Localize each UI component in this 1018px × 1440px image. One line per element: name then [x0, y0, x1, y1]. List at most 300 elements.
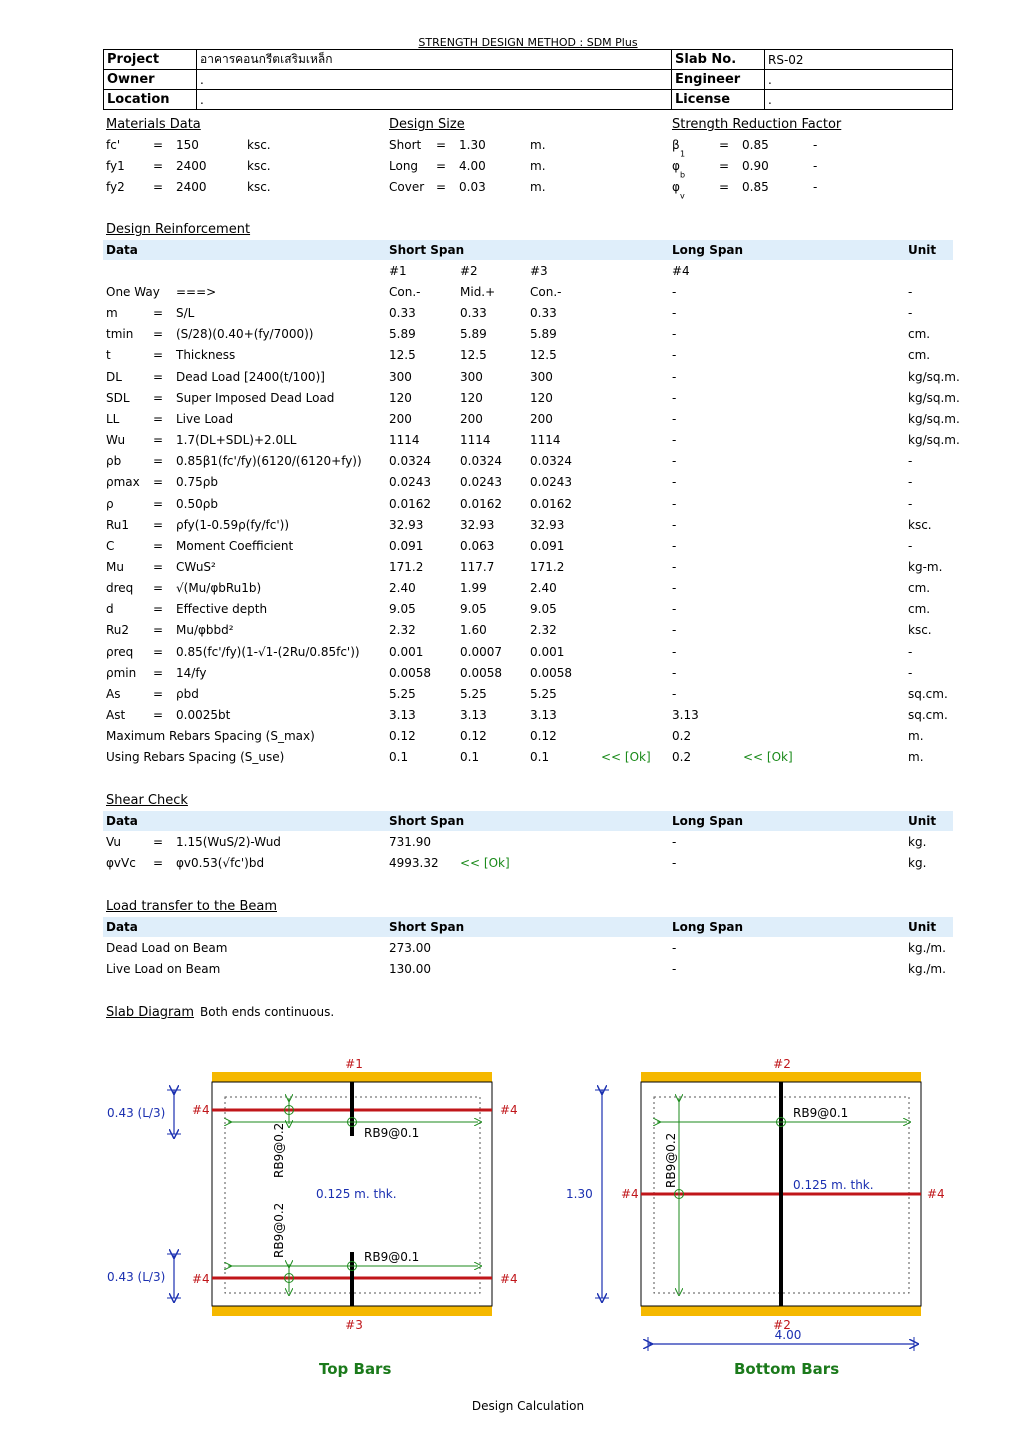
cell-b: =: [153, 560, 164, 574]
cell-a: Maximum Rebars Spacing (S_max): [106, 729, 315, 743]
cell-v4: -: [672, 454, 677, 468]
bar-label-bottom: RB9@0.1: [364, 1250, 420, 1264]
cell-a: Mu: [106, 560, 124, 574]
cell-v3: 171.2: [530, 560, 565, 574]
param-unit: -: [813, 159, 818, 173]
location-value: .: [197, 90, 672, 110]
cell-v3: 0.33: [530, 306, 557, 320]
cell-b: =: [153, 370, 164, 384]
param-equals: =: [436, 180, 447, 194]
cell-b: =: [153, 708, 164, 722]
cell-v3: 0.0058: [530, 666, 572, 680]
shear-symbol: φvVc: [106, 856, 136, 870]
label-4: #4: [192, 1103, 210, 1117]
cell-v4: -: [672, 518, 677, 532]
top-bars-diagram: [107, 1057, 518, 1332]
cell-b: =: [153, 412, 164, 426]
label-4: #4: [192, 1272, 210, 1286]
cell-u: -: [908, 666, 913, 680]
cell-v1: 2.32: [389, 623, 416, 637]
cell-v3: 0.0324: [530, 454, 572, 468]
label-4: #4: [500, 1272, 518, 1286]
cell-v4: -: [672, 327, 677, 341]
param-subscript: v: [680, 191, 685, 201]
cell-v1: 0.12: [389, 729, 416, 743]
cell-v1: 0.1: [389, 750, 409, 764]
col-3-label: #3: [530, 264, 548, 278]
cell-v2: 0.0007: [460, 645, 502, 659]
cell-v1: 0.0324: [389, 454, 431, 468]
cell-u: sq.cm.: [908, 687, 948, 701]
cell-u: kg/sq.m.: [908, 370, 960, 384]
param-unit: -: [813, 138, 818, 152]
cell-v4: -: [672, 666, 677, 680]
dim-label-long: 4.00: [774, 1328, 802, 1342]
cell-v1: 200: [389, 412, 412, 426]
cell-v1: 5.89: [389, 327, 416, 341]
cell-v2: 0.0162: [460, 497, 502, 511]
cell-v3: 0.001: [530, 645, 565, 659]
cell-v2: Mid.+: [460, 285, 496, 299]
cell-u: cm.: [908, 602, 931, 616]
ok-status: << [Ok]: [743, 750, 793, 764]
load-col-data: Data: [106, 920, 138, 934]
cell-v1: 0.33: [389, 306, 416, 320]
shear-unit: kg.: [908, 856, 927, 870]
load-col-long: Long Span: [672, 920, 744, 934]
cell-v1: 300: [389, 370, 412, 384]
load-long: -: [672, 941, 677, 955]
cell-b: =: [153, 602, 164, 616]
bar-label-v: RB9@0.2: [664, 1132, 678, 1188]
bottom-beam-north: [641, 1072, 921, 1082]
cell-b: =: [153, 475, 164, 489]
cell-v1: 171.2: [389, 560, 424, 574]
param-equals: =: [436, 138, 447, 152]
cell-a: ρb: [106, 454, 122, 468]
cell-v2: 3.13: [460, 708, 487, 722]
engineer-value: .: [765, 70, 953, 90]
cell-b: =: [153, 645, 164, 659]
cell-b: =: [153, 581, 164, 595]
cell-u: -: [908, 475, 913, 489]
slab-value: RS-02: [765, 50, 953, 70]
cell-u: cm.: [908, 327, 931, 341]
cell-v3: 0.1: [530, 750, 550, 764]
param-value: 0.85: [742, 180, 769, 194]
cell-v2: 0.33: [460, 306, 487, 320]
label-1: #1: [345, 1057, 363, 1071]
cell-u: m.: [908, 729, 924, 743]
cell-v3: 5.89: [530, 327, 557, 341]
cell-v1: 120: [389, 391, 412, 405]
top-beam-south: [212, 1306, 492, 1316]
cell-v2: 0.12: [460, 729, 487, 743]
cell-v4: -: [672, 560, 677, 574]
col-2-label: #2: [460, 264, 478, 278]
param-value: 150: [176, 138, 199, 152]
cell-v4: -: [672, 645, 677, 659]
param-unit: ksc.: [247, 159, 271, 173]
dim-label-short: 1.30: [566, 1187, 593, 1201]
bottom-bars-caption: Bottom Bars: [734, 1360, 840, 1378]
cell-b: =: [153, 306, 164, 320]
cell-a: ρmin: [106, 666, 137, 680]
cell-v2: 200: [460, 412, 483, 426]
param-name: fy1: [106, 159, 125, 173]
param-value: 1.30: [459, 138, 486, 152]
cell-a: Ru1: [106, 518, 130, 532]
shear-long: -: [672, 835, 677, 849]
design-size-title: Design Size: [389, 117, 465, 132]
bar-label-h: RB9@0.1: [793, 1106, 849, 1120]
param-equals: =: [153, 159, 164, 173]
owner-value: .: [197, 70, 672, 90]
cell-c: 0.0025bt: [176, 708, 231, 722]
cell-b: =: [153, 539, 164, 553]
cell-v2: 0.063: [460, 539, 495, 553]
param-unit: m.: [530, 138, 546, 152]
load-transfer-title: Load transfer to the Beam: [106, 899, 277, 914]
cell-a: ρ: [106, 497, 114, 511]
cell-v3: 0.0243: [530, 475, 572, 489]
param-name: fy2: [106, 180, 125, 194]
cell-v3: 32.93: [530, 518, 565, 532]
cell-v1: 3.13: [389, 708, 416, 722]
cell-v1: 12.5: [389, 348, 416, 362]
bottom-bars-diagram: [566, 1057, 945, 1351]
reinforcement-title: Design Reinforcement: [106, 222, 251, 237]
footer-label: Design Calculation: [471, 1399, 585, 1413]
cell-v2: 5.89: [460, 327, 487, 341]
cell-c: 0.50ρb: [176, 497, 218, 511]
param-name: Cover: [389, 180, 425, 194]
cell-b: =: [153, 666, 164, 680]
param-value: 4.00: [459, 159, 486, 173]
owner-label: Owner: [104, 70, 197, 90]
cell-c: Mu/φbbd²: [176, 623, 234, 637]
cell-u: kg/sq.m.: [908, 412, 960, 426]
cell-u: -: [908, 539, 913, 553]
cell-c: (S/28)(0.40+(fy/7000)): [176, 327, 314, 341]
cell-a: LL: [106, 412, 120, 426]
ok-status: << [Ok]: [601, 750, 651, 764]
cell-v4: 3.13: [672, 708, 699, 722]
cell-v3: 1114: [530, 433, 561, 447]
param-subscript: 1: [680, 149, 686, 159]
cell-c: S/L: [176, 306, 195, 320]
cell-v3: 5.25: [530, 687, 557, 701]
col-short-header: Short Span: [389, 243, 465, 257]
shear-value: 731.90: [389, 835, 431, 849]
cell-c: 0.85β1(fc'/fy)(6120/(6120+fy)): [176, 454, 362, 468]
cell-b: =: [153, 518, 164, 532]
cell-u: kg/sq.m.: [908, 391, 960, 405]
cell-c: Dead Load [2400(t/100)]: [176, 370, 325, 384]
cell-u: cm.: [908, 348, 931, 362]
diagram-title: Slab Diagram: [106, 1005, 195, 1020]
cell-v3: 12.5: [530, 348, 557, 362]
cell-a: t: [106, 348, 111, 362]
param-unit: ksc.: [247, 180, 271, 194]
cell-v3: 9.05: [530, 602, 557, 616]
cell-v4: -: [672, 370, 677, 384]
cell-c: Effective depth: [176, 602, 268, 616]
cell-b: =: [153, 433, 164, 447]
load-col-short: Short Span: [389, 920, 465, 934]
cell-v3: Con.-: [530, 285, 562, 299]
cell-v1: 0.0058: [389, 666, 431, 680]
cell-u: m.: [908, 750, 924, 764]
top-bars-caption: Top Bars: [319, 1360, 392, 1378]
cell-a: C: [106, 539, 115, 553]
cell-v4: -: [672, 623, 677, 637]
param-value: 0.85: [742, 138, 769, 152]
shear-title: Shear Check: [106, 793, 188, 808]
thickness-label: 0.125 m. thk.: [793, 1178, 874, 1192]
cell-v1: 2.40: [389, 581, 416, 595]
shear-formula: φv0.53(√fc')bd: [176, 856, 265, 870]
cell-u: kg/sq.m.: [908, 433, 960, 447]
cell-b: =: [153, 327, 164, 341]
param-equals: =: [719, 180, 730, 194]
param-value: 0.90: [742, 159, 769, 173]
shear-unit: kg.: [908, 835, 927, 849]
cell-u: -: [908, 454, 913, 468]
label-4: #4: [500, 1103, 518, 1117]
cell-c: √(Mu/φbRu1b): [176, 581, 262, 595]
cell-v3: 3.13: [530, 708, 557, 722]
shear-eq: =: [153, 856, 164, 870]
param-name: β: [672, 138, 680, 152]
cell-v4: -: [672, 602, 677, 616]
cell-u: ksc.: [908, 623, 932, 637]
shear-col-data: Data: [106, 814, 138, 828]
load-col-unit: Unit: [908, 920, 937, 934]
cell-a: dreq: [106, 581, 134, 595]
diagram-note: Both ends continuous.: [200, 1005, 335, 1019]
load-value: 273.00: [389, 941, 431, 955]
load-unit: kg./m.: [908, 941, 946, 955]
shear-col-short: Short Span: [389, 814, 465, 828]
cell-a: SDL: [106, 391, 130, 405]
param-value: 0.03: [459, 180, 486, 194]
cell-v2: 5.25: [460, 687, 487, 701]
cell-v4: 0.2: [672, 750, 692, 764]
cell-v3: 0.091: [530, 539, 565, 553]
param-equals: =: [719, 138, 730, 152]
cell-v2: 0.0324: [460, 454, 502, 468]
shear-col-unit: Unit: [908, 814, 937, 828]
cell-a: As: [106, 687, 121, 701]
label-4: #4: [621, 1187, 639, 1201]
cell-u: kg-m.: [908, 560, 943, 574]
cell-a: d: [106, 602, 114, 616]
cell-v2: 0.0058: [460, 666, 502, 680]
dim-label-bottom: 0.43 (L/3): [107, 1270, 166, 1284]
param-unit: m.: [530, 180, 546, 194]
cell-v2: 117.7: [460, 560, 495, 574]
load-label: Dead Load on Beam: [106, 941, 228, 955]
param-unit: ksc.: [247, 138, 271, 152]
cell-b: =: [153, 391, 164, 405]
param-name: φ: [672, 159, 680, 173]
cell-a: DL: [106, 370, 122, 384]
cell-a: Ru2: [106, 623, 130, 637]
cell-u: cm.: [908, 581, 931, 595]
param-equals: =: [153, 138, 164, 152]
slab-label: Slab No.: [672, 50, 765, 70]
cell-a: Wu: [106, 433, 126, 447]
cell-v2: 300: [460, 370, 483, 384]
load-unit: kg./m.: [908, 962, 946, 976]
param-unit: m.: [530, 159, 546, 173]
cell-a: m: [106, 306, 118, 320]
cell-v3: 200: [530, 412, 553, 426]
cell-v2: 9.05: [460, 602, 487, 616]
cell-v4: 0.2: [672, 729, 692, 743]
cell-v1: 5.25: [389, 687, 416, 701]
cell-c: Super Imposed Dead Load: [176, 391, 335, 405]
cell-u: -: [908, 645, 913, 659]
document-title: STRENGTH DESIGN METHOD : SDM Plus: [418, 36, 638, 49]
dim-label-top: 0.43 (L/3): [107, 1106, 166, 1120]
cell-c: Moment Coefficient: [176, 539, 294, 553]
cell-v1: 1114: [389, 433, 420, 447]
cell-b: =: [153, 623, 164, 637]
cell-v3: 0.0162: [530, 497, 572, 511]
cell-a: tmin: [106, 327, 134, 341]
license-label: License: [672, 90, 765, 110]
cell-c: 14/fy: [176, 666, 207, 680]
top-beam-north: [212, 1072, 492, 1082]
load-label: Live Load on Beam: [106, 962, 221, 976]
load-value: 130.00: [389, 962, 431, 976]
label-4: #4: [927, 1187, 945, 1201]
cell-v2: 1.60: [460, 623, 487, 637]
location-label: Location: [104, 90, 197, 110]
cell-v4: -: [672, 391, 677, 405]
cell-v4: -: [672, 539, 677, 553]
shear-value: 4993.32: [389, 856, 439, 870]
cell-v4: -: [672, 412, 677, 426]
bottom-beam-south: [641, 1306, 921, 1316]
shear-long: -: [672, 856, 677, 870]
cell-v1: 9.05: [389, 602, 416, 616]
cell-c: 0.85(fc'/fy)(1-√1-(2Ru/0.85fc')): [176, 645, 360, 659]
cell-v4: -: [672, 433, 677, 447]
cell-u: -: [908, 306, 913, 320]
cell-u: ksc.: [908, 518, 932, 532]
vbar-label-top: RB9@0.2: [272, 1122, 286, 1178]
cell-c: 1.7(DL+SDL)+2.0LL: [176, 433, 297, 447]
label-2: #2: [773, 1318, 791, 1332]
cell-v2: 1114: [460, 433, 491, 447]
col-long-header: Long Span: [672, 243, 744, 257]
cell-u: -: [908, 285, 913, 299]
param-name: φ: [672, 180, 680, 194]
cell-b: =: [153, 348, 164, 362]
shear-eq: =: [153, 835, 164, 849]
cell-v1: 0.0162: [389, 497, 431, 511]
cell-c: 0.75ρb: [176, 475, 218, 489]
param-name: fc': [106, 138, 121, 152]
license-value: .: [765, 90, 953, 110]
project-value: อาคารคอนกรีตเสริมเหล็ก: [197, 50, 672, 70]
cell-c: ===>: [176, 285, 217, 299]
param-unit: -: [813, 180, 818, 194]
cell-v1: 0.001: [389, 645, 424, 659]
project-label: Project: [104, 50, 197, 70]
cell-v2: 1.99: [460, 581, 487, 595]
cell-v2: 0.1: [460, 750, 480, 764]
materials-title: Materials Data: [106, 117, 201, 132]
cell-v3: 300: [530, 370, 553, 384]
param-equals: =: [153, 180, 164, 194]
cell-a: ρmax: [106, 475, 140, 489]
param-value: 2400: [176, 180, 207, 194]
cell-c: ρbd: [176, 687, 199, 701]
thickness-label: 0.125 m. thk.: [316, 1187, 397, 1201]
bar-label-top: RB9@0.1: [364, 1126, 420, 1140]
cell-v1: 0.0243: [389, 475, 431, 489]
cell-u: -: [908, 497, 913, 511]
cell-v3: 2.32: [530, 623, 557, 637]
col-1-label: #1: [389, 264, 407, 278]
shear-col-long: Long Span: [672, 814, 744, 828]
cell-v4: -: [672, 497, 677, 511]
param-name: Short: [389, 138, 422, 152]
param-equals: =: [436, 159, 447, 173]
label-2: #2: [773, 1057, 791, 1071]
load-long: -: [672, 962, 677, 976]
reduction-title: Strength Reduction Factor: [672, 117, 842, 132]
cell-c: CWuS²: [176, 560, 216, 574]
cell-v1: Con.-: [389, 285, 421, 299]
cell-v1: 32.93: [389, 518, 424, 532]
cell-b: =: [153, 454, 164, 468]
cell-v2: 32.93: [460, 518, 495, 532]
label-3: #3: [345, 1318, 363, 1332]
col-data-header: Data: [106, 243, 138, 257]
shear-symbol: Vu: [106, 835, 121, 849]
cell-a: Using Rebars Spacing (S_use): [106, 750, 285, 764]
cell-a: ρreq: [106, 645, 134, 659]
cell-v3: 0.12: [530, 729, 557, 743]
vbar-label-bottom: RB9@0.2: [272, 1202, 286, 1258]
shear-formula: 1.15(WuS/2)-Wud: [176, 835, 281, 849]
cell-v3: 120: [530, 391, 553, 405]
cell-a: One Way: [106, 285, 160, 299]
cell-v4: -: [672, 475, 677, 489]
param-equals: =: [719, 159, 730, 173]
cell-v4: -: [672, 687, 677, 701]
cell-a: Ast: [106, 708, 126, 722]
shear-ok-status: << [Ok]: [460, 856, 510, 870]
cell-c: Live Load: [176, 412, 234, 426]
cell-v4: -: [672, 581, 677, 595]
cell-v4: -: [672, 348, 677, 362]
engineer-label: Engineer: [672, 70, 765, 90]
cell-c: Thickness: [176, 348, 236, 362]
cell-v3: 2.40: [530, 581, 557, 595]
param-subscript: b: [680, 170, 686, 180]
cell-v2: 0.0243: [460, 475, 502, 489]
cell-b: =: [153, 497, 164, 511]
cell-v4: -: [672, 306, 677, 320]
cell-v2: 12.5: [460, 348, 487, 362]
col-unit-header: Unit: [908, 243, 937, 257]
